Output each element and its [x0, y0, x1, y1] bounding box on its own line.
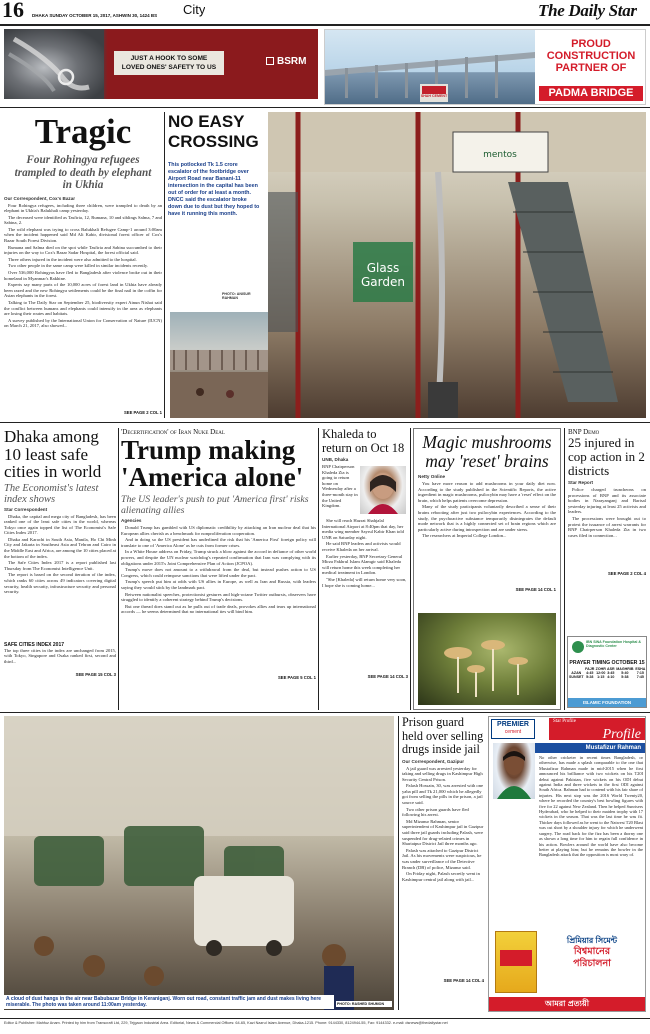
col-rule: [164, 112, 165, 418]
mushroom-see-page[interactable]: SEE PAGE 14 COL 1: [515, 587, 556, 592]
prayer-title: PRAYER TIMING OCTOBER 15: [569, 660, 645, 666]
paragraph: Donald Trump has gambled with US diplomatic credibility by attacking an Iran nuclear deal that his European allies cherish as a benchmark for nonproliferation cooperation.: [121, 525, 316, 536]
paragraph: On Friday night, Palash secretly went in Kashimpur central jail along with jail...: [402, 871, 480, 882]
paragraph: Palash was attached to Gazipur District Jail. As his movements were suspicious, he was under surveillance of the Detective Branch (DB) of police, Mizanur said.: [402, 847, 482, 870]
tragic-story: [4, 112, 162, 418]
section-rule: [0, 422, 650, 423]
crossing-caption: This potlocked Tk 1.5 crore escalator of the footbridge over Airport Road near Banani-11 intersection in the capital has been out of order for at least a month. DNCC said the escalator broke down due to dust but they hoped to have it running this month.: [168, 162, 260, 217]
paragraph: The report is based on the second iteration of the index, which ranks 60 cities across 49 indicators covering digital security, health security, infrastructure security and personal security.: [4, 572, 116, 595]
shah-bag-logo: SHAH CEMENT: [420, 94, 448, 98]
masthead: [0, 0, 650, 26]
paragraph: "She [Khaleda] will return home very soon, I hope she is coming home...: [322, 576, 407, 588]
paragraph: But one thread does stand out as he pulls out of trade deals, provokes allies and tears up international accords — he seems determined that no international ties will bind him.: [121, 603, 316, 615]
khaleda-body: [322, 518, 408, 672]
prayer-time: 5:28: [586, 675, 594, 679]
dust-photo: [4, 716, 394, 1010]
hook-illustration: [4, 29, 104, 99]
paragraph: You have more reason to add mushrooms in your daily diet now. According to the study published in the Scientific Reports, the active ingredient in magic mushrooms, psilocybin may have a 'reset' effect on the brain, which helps patients overcome depression.: [418, 481, 556, 503]
tragic-see-page[interactable]: SEE PAGE 2 COL 1: [123, 409, 162, 415]
tragic-headline: Tragic: [34, 112, 132, 151]
premier-logo-line-2: cement: [504, 729, 522, 735]
paragraph: The Safe Cities Index 2017 is a report published last Thursday from The Economist Intelligence Unit.: [4, 560, 116, 571]
premier-logo: [491, 719, 535, 739]
hospital-name: IBN SINA Foundation Hospital & Diagnostic Center: [586, 640, 641, 649]
prayer-sunset-row: [568, 675, 646, 679]
paragraph: He said BNP leaders and activists would receive Khaleda on her arrival.: [322, 541, 401, 552]
dhaka-story: [4, 428, 116, 710]
trump-kicker: 'Decertification' of Iran Nuke Deal: [121, 428, 225, 436]
bsrm-ad[interactable]: [4, 29, 318, 99]
dhaka-tail: The top three cities in the index are unchanged from 2015, with Tokyo, Singapore and Osaka ranked first, second and third...: [4, 647, 116, 664]
paragraph: Md Mizanur Rahman, senior superintendent of Kashimpur jail in Gazipur said three jail guards including Palash, were suspended for drug-related crimes in Shariatpur District Jail three months ago.: [402, 818, 484, 847]
col-rule: [118, 428, 119, 710]
hospital-logo-icon: [572, 641, 584, 653]
premier-logo-line-1: PREMIER: [497, 721, 529, 728]
bn-line-2: বিশ্বমানের: [573, 946, 611, 957]
mushroom-photo: [418, 613, 556, 705]
shah-line-2: CONSTRUCTION: [546, 50, 636, 62]
paragraph: Dhaka, the capital and mega city of Bangladesh, has been ranked one of the least safe cities in the world, whereas Tokyo once again topped the list of The Economist's Safe Cities Index 2017.: [4, 513, 116, 536]
paragraph: Trump's speech put him at odds with US allies in Europe, as well as Iran and Russia, with leaders saying they would stick by the landmark pact.: [121, 579, 316, 590]
bnp-byline: Star Report: [568, 480, 594, 485]
no-easy-crossing: [168, 112, 262, 308]
trump-deck: The US leader's push to put 'America first' risks alienating allies: [121, 494, 309, 516]
paragraph: Talking to The Daily Star on September 25, biodiversity expert Ainun Nishat said the conflict between humans and elephants could intensify in the area as elephants are losing their routes and habitats.: [4, 300, 162, 317]
khaleda-headline: Khaleda to return on Oct 18: [322, 428, 405, 455]
prayer-time: 4:45: [586, 671, 594, 675]
paragraph: Dhaka and Karachi in South Asia, Manila, Ho Chi Minh City and Jakarta in Southeast Asia and Tehran and Cairo in the Middle East and Africa, are among the 10 cities placed at the bottom of the index.: [4, 536, 116, 559]
shah-cement-ad[interactable]: [324, 29, 646, 105]
crossing-headline: NO EASY CROSSING: [168, 112, 259, 151]
premier-bangla-footer: আমরা প্রত্যয়ী: [489, 997, 645, 1011]
bsrm-logo-mark: [266, 57, 274, 65]
bsrm-logo: [266, 56, 306, 67]
trump-story: [121, 428, 316, 710]
prayer-time: 7:45: [636, 675, 644, 679]
col-rule: [410, 428, 411, 710]
bsrm-line-2: LOVED ONES' SAFETY TO US: [121, 64, 217, 71]
prayer-row-label: SUNSET: [568, 675, 584, 679]
islamic-foundation-bar: ISLAMIC FOUNDATION: [568, 698, 646, 707]
khaleda-byline: UNB, Dhaka: [322, 457, 349, 462]
dhaka-byline: Star Correspondent: [4, 506, 48, 512]
paragraph: Palash Hossain, 30, was arrested with one yaba pill and Tk 21,000 which he allegedly got from selling the pills in the prison, a jail source said.: [402, 783, 484, 806]
profile-name-bar: Mustafizur Rahman: [535, 743, 645, 753]
paragraph: A survey published by the International Union for Conservation of Nature (IUCN) on March 21, 2017, also showed...: [4, 317, 162, 329]
bsrm-tagline: [114, 51, 224, 75]
imprint-footer: Editor & Publisher: Mahfuz Anam. Printed by him from Transcraft Ltd, 229, Tejgaon Industrial Area. Editorial, News & Commercial Offices: 64-65, Kazi Nazrul Islam Avenue, Dhaka-1215. Phone: 9144330, 8124944-55, Fax: 9144332. e-mail: dsnews@thedailystar.net: [4, 1021, 448, 1025]
mushroom-story: [413, 428, 561, 710]
paragraph: Rumana and Salma died on the spot while Tasfiria and Sabina succumbed to their injuries on the way to Cox's Bazar Sadar Hospital, the forest official said.: [4, 244, 162, 256]
cement-bag-illustration: [495, 931, 537, 993]
prayer-header-cell: ASR: [607, 667, 615, 671]
mushroom-headline: Magic mushrooms may 'reset' brains: [422, 432, 552, 471]
paragraph: Two other prison guards have fled following his arrest.: [402, 806, 469, 818]
premier-bangla-text: [541, 935, 643, 970]
prayer-time: 1:15: [597, 675, 605, 679]
profile-word: Profile: [602, 727, 641, 742]
bn-line-1: প্রিমিয়ার সিমেন্ট: [566, 936, 618, 945]
trump-byline: Agencies: [121, 518, 142, 523]
paragraph: She will reach Hazrat Shahjalal International Airport at 8:40pm that day, her media wing member Sayrul Kabir Khan told UNB on Saturday night.: [322, 518, 404, 540]
prayer-time: 5:40: [621, 671, 629, 675]
col-rule: [564, 428, 565, 710]
premier-header: [489, 717, 645, 741]
trump-headline: Trump making 'America alone': [121, 435, 304, 492]
paragraph: The deceased were identified as Tasfiria, 12, Rumana, 10 and siblings Salma, 7 and Sabina, 2.: [4, 214, 162, 226]
khaleda-portrait: [360, 466, 406, 514]
paragraph: Police charged truncheons on processions of BNP and its associate bodies in Narayanganj and Barisal yesterday injuring at least 25 activists and leaders.: [568, 487, 646, 515]
col-rule: [398, 716, 399, 1010]
escalator-photo: [268, 112, 646, 418]
bnp-body: [568, 487, 646, 569]
paragraph: Three others injured in the incident were also admitted to the hospital.: [8, 256, 137, 262]
dhaka-body: [4, 514, 116, 642]
paragraph: Between nationalist speeches, protectionist gestures and high-octane Twitter outbursts, observers have struggled to identify a coherent strategy behind Trump's decisions.: [121, 591, 316, 603]
mushroom-body: [418, 481, 556, 585]
cricketer-portrait: [493, 743, 535, 799]
trump-see-page[interactable]: SEE PAGE 5 COL 1: [277, 675, 316, 680]
paragraph: In a White House address on Friday, Trump struck a blow against the accord in defiance of other world powers, and despite the UN nuclear watchdog's repeated confirmation that Iran was complying with its obligations under 2015's Joint Comprehensive Plan of Action (JCPOA).: [121, 549, 316, 566]
paragraph: Earlier yesterday, BNP Secretary General Mirza Fakhrul Islam Alamgir said Khaleda will return home this week completing her medical treatment in London.: [322, 553, 403, 576]
prison-headline: Prison guard held over selling drugs inside jail: [402, 716, 484, 756]
prayer-header-cell: ZOHR: [595, 667, 606, 671]
prayer-time: 3:45: [607, 671, 615, 675]
paragraph: Two other people in the same camp were killed in similar incidents recently.: [8, 263, 149, 269]
paper-logo: The Daily Star: [538, 1, 637, 20]
dust-credit: PHOTO: RASHED SHUMON: [336, 1001, 392, 1007]
paragraph: Many of the study participants voluntarily described a sense of their brains rebooting after just two psilocybin experiences. According to the study, the psychoactive substance temporarily disintegrates the default mode network that is a highly connected set of brain regions which are particularly active during introspection and are under stress.: [418, 504, 556, 532]
paragraph: Experts say many parts of the 10,000 acres of forest land in Ukhia have already been razed and the new Rohingya settlements could be the final nail in the coffin for Asian elephants in the forest.: [4, 282, 162, 299]
prayer-time: 12:00: [596, 671, 606, 675]
paragraph: Over 536,000 Rohingyas have fled to Bangladesh after violence broke out in their homeland in Myanmar's Rakhine.: [4, 270, 162, 281]
paragraph: The wild elephant was trying to cross Balukhali Refugee Camp-1 around 3:00am when the incident happened said Md Ali Kabir, divisional forest officer of Cox's Bazar South Forest Division.: [4, 226, 162, 244]
ads-rule: [0, 107, 650, 108]
footer-rule: [0, 1018, 650, 1019]
page-number: 16: [2, 0, 24, 22]
svg-text:mentos: mentos: [483, 150, 517, 160]
paragraph: The processions were brought out to protest the issuance of arrest warrants for BNP Chairperson Khaleda Zia in two cases filed in connection...: [568, 515, 646, 538]
crossing-credit: PHOTO: ANISUR RAHMAN: [222, 292, 251, 300]
profile-subtitle: Star Profile: [553, 719, 576, 724]
dhaka-headline: Dhaka among 10 least safe cities in world: [4, 428, 102, 481]
profile-title: [549, 718, 645, 740]
profile-text: No other cricketer in recent times Bangladesh, or otherwise, has made a splash comparable to the one that Mustafizur Rahman made in mid-2015 when he first announced his brilliance with two wickets on his T20I debut against Pakistan, five wickets on his ODI debut against India and three wickets in the first ODI against South Africa. Rahman had to contend with his fair share of injuries. His next stop was the 2016 World Twenty20, where he recorded the country's best bowling figures with five for 22 against New Zealand. Then he helped Sunrisers Hyderabad, who he helped to their maiden trophy with 17 wickets in the season. That was the last time he was fit. Thicker days followed as he went to the Natwest T20 Blast was cut short by a shoulder injury for which he underwent surgery. The road back for the fizz has been a thorny one as shown a long time for him to regain full confidence in his action. Bowlers around the world have also become better at playing him; but he remains the bowler in the Bangladesh attack that the opposition is most wary of.: [539, 755, 643, 858]
prayer-time: 4:10: [607, 675, 615, 679]
dust-caption: A cloud of dust hangs in the air near Babubazar Bridge in Keraniganj. Worn out road, constant traffic jam and dust makes living here miserable. The photo was taken around 11:00am yesterday.: [4, 995, 334, 1009]
svg-text:Glass: Glass: [366, 261, 400, 275]
khaleda-story: [322, 428, 408, 710]
shah-padma-banner: PADMA BRIDGE: [539, 86, 643, 101]
bnp-headline: 25 injured in cop action in 2 districts: [568, 435, 645, 478]
bsrm-line-1: JUST A HOOK TO SOME: [130, 55, 208, 62]
dhaka-see-page[interactable]: SEE PAGE 15 COL 3: [75, 671, 116, 677]
bag-label: [500, 950, 532, 966]
bn-line-3: পরিচালনা: [573, 958, 611, 969]
tragic-byline: Our Correspondent, Cox's Bazar: [4, 195, 76, 201]
footbridge-inset-photo: [170, 312, 270, 418]
prison-see-page[interactable]: SEE PAGE 14 COL 4: [443, 977, 484, 983]
bnp-kicker: BNP Demo: [568, 428, 600, 436]
shah-line-3: PARTNER OF: [555, 62, 627, 74]
tragic-body: [4, 203, 162, 408]
masthead-rule: [0, 24, 650, 26]
bnp-see-page[interactable]: SEE PAGE 2 COL 4: [607, 571, 646, 576]
prayer-header-cell: FAJR: [585, 667, 595, 671]
prayer-header-cell: ESHA: [635, 667, 646, 671]
mushroom-byline: Netty Online: [418, 474, 446, 479]
prayer-time: 5:38: [621, 675, 629, 679]
khaleda-lead: BNP Chairperson Khaleda Zia is going to return home on Wednesday after a three-month stay in the United Kingdom.: [322, 464, 358, 509]
hospital-logo-bar: [568, 637, 646, 659]
prayer-table: [568, 667, 646, 679]
dateline: DHAKA SUNDAY OCTOBER 15, 2017, ASHWIN 30, 1424 BS: [32, 13, 158, 18]
bnp-story: [568, 428, 646, 604]
section-rule: [0, 712, 650, 713]
prayer-row-label: AZAN: [571, 671, 582, 675]
dhaka-deck: The Economist's latest index shows: [4, 482, 99, 505]
svg-text:Garden: Garden: [361, 275, 405, 289]
padma-bridge-illustration: [325, 30, 535, 105]
paragraph: Four Rohingya refugees, including three children, were trampled to death by an elephant in Ukhia's Balukhali camp yesterday.: [4, 202, 162, 214]
prayer-header-cell: MAGHRIB: [616, 667, 634, 671]
dhaka-subhead: SAFE CITIES INDEX 2017: [4, 641, 65, 648]
section-name: City: [183, 2, 206, 17]
bsrm-brand: BSRM: [277, 56, 307, 67]
trump-body: [121, 525, 316, 673]
premier-cement-ad[interactable]: [488, 716, 646, 1012]
prison-body: [402, 766, 484, 976]
paragraph: A jail guard was arrested yesterday for taking and selling drugs in Kashimpur High Security Central Prison.: [402, 765, 483, 782]
col-rule: [318, 428, 319, 710]
shah-line-1: PROUD: [571, 38, 611, 50]
prison-byline: Our Correspondent, Gazipur: [402, 758, 465, 764]
paragraph: And in doing so the US president has underlined the risk that his 'America First' foreign policy will translate to one of 'America Alone' as he cuts from former crises.: [121, 537, 316, 548]
khaleda-see-page[interactable]: SEE PAGE 14 COL 3: [367, 674, 408, 679]
paragraph: The researchers at Imperial College London...: [422, 533, 507, 539]
tragic-deck: Four Rohingya refugees trampled to death by elephant in Ukhia: [14, 154, 152, 191]
prison-story: [402, 716, 484, 1012]
shah-slogan: [537, 38, 645, 74]
prayer-time: 7:15: [636, 671, 644, 675]
paragraph: Trump's move does not amount to a withdrawal from the deal, but instead pushes action to US Congress, which could reimpose sanctions that were lifted under the pact.: [121, 567, 316, 578]
prayer-timing-box: [567, 636, 647, 708]
